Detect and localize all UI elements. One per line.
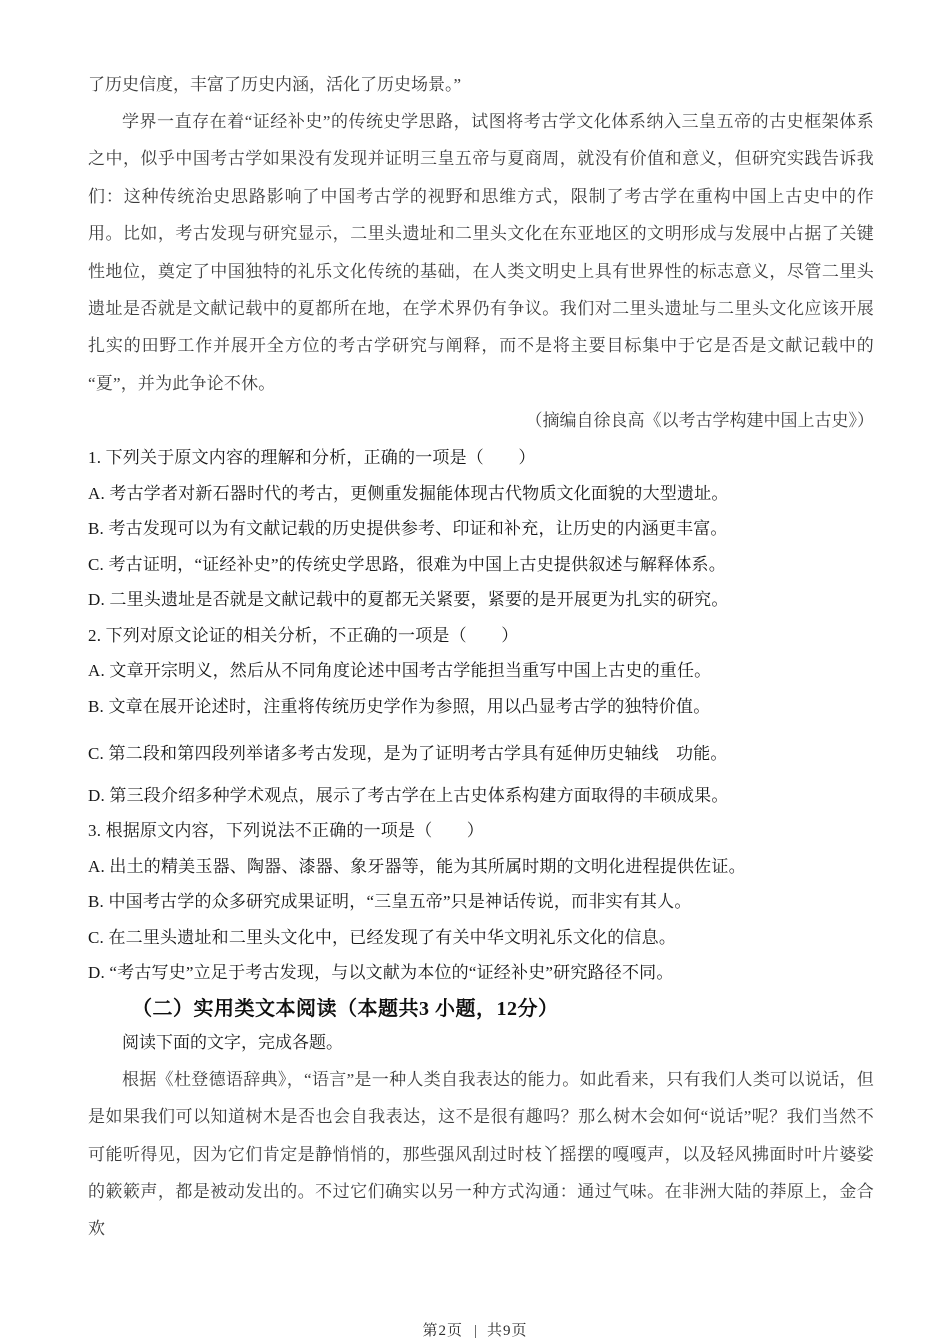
footer-total-pages: 共9页 [487, 1323, 528, 1339]
passage2-paragraph: 根据《杜登德语辞典》，“语言”是一种人类自我表达的能力。如此看来，只有我们人类可以说话，但是如果我们可以知道树木是否也会自我表达，这不是很有趣吗？那么树木会如何“说话”呢？我们当然不可能听得见，因为它们肯定是静悄悄的，那些强风刮过时枝丫摇摆的嘎嘎声，以及轻风拂面时叶片婆娑的簌簌声，都是被动发出的。不过它们确实以另一种方式沟通：通过气味。在非洲大陆的莽原上，金合欢 [88, 1069, 874, 1239]
question-1-option-a: A. 考古学者对新石器时代的考古，更侧重发掘能体现古代物质文化面貌的大型遗址。 [88, 483, 729, 503]
footer-separator: | [473, 1323, 478, 1339]
question-3 [88, 813, 874, 991]
question-1-option-b: B. 考古发现可以为有文献记载的历史提供参考、印证和补充，让历史的内涵更丰富。 [88, 519, 728, 539]
question-3-option-b: B. 中国考古学的众多研究成果证明，“三皇五帝”只是神话传说，而非实有其人。 [88, 892, 692, 912]
question-3-option-a: A. 出土的精美玉器、陶器、漆器、象牙器等，能为其所属时期的文明化进程提供佐证。 [88, 856, 746, 876]
page-footer [0, 1319, 950, 1340]
question-3-stem: 3. 根据原文内容，下列说法不正确的一项是（ ） [88, 821, 484, 841]
section-2-heading: （二）实用类文本阅读（本题共3 小题，12分） [132, 997, 559, 1020]
question-3-option-c: C. 在二里头遗址和二里头文化中，已经发现了有关中华文明礼乐文化的信息。 [88, 927, 677, 947]
question-1-stem: 1. 下列关于原文内容的理解和分析，正确的一项是（ ） [88, 448, 536, 468]
passage1-attribution: （摘编自徐良高《以考古学构建中国上古史》） [525, 411, 874, 431]
question-1-option-c: C. 考古证明，“证经补史”的传统史学思路，很难为中国上古史提供叙述与解释体系。 [88, 554, 726, 574]
page-content [88, 66, 874, 1248]
section-2-reading-prompt: 阅读下面的文字，完成各题。 [122, 1032, 343, 1052]
question-2-stem: 2. 下列对原文论证的相关分析，不正确的一项是（ ） [88, 625, 519, 645]
question-2-option-d: D. 第三段介绍多种学术观点，展示了考古学在上古史体系构建方面取得的丰硕成果。 [88, 785, 729, 805]
passage1-paragraph: 学界一直存在着“证经补史”的传统史学思路，试图将考古学文化体系纳入三皇五帝的古史框架体系之中，似乎中国考古学如果没有发现并证明三皇五帝与夏商周，就没有价值和意义，但研究实践告诉我们：这种传统治史思路影响了中国考古学的视野和思维方式，限制了考古学在重构中国上古史中的作用。比如，考古发现与研究显示，二里头遗址和二里头文化在东亚地区的文明形成与发展中占据了关键性地位，奠定了中国独特的礼乐文化传统的基础，在人类文明史上具有世界性的标志意义，尽管二里头遗址是否就是文献记载中的夏都所在地，在学术界仍有争议。我们对二里头遗址与二里头文化应该开展扎实的田野工作并展开全方位的考古学研究与阐释，而不是将主要目标集中于它是否是文献记载中的“夏”，并为此争论不休。 [88, 112, 874, 393]
question-1 [88, 440, 874, 618]
question-3-option-d: D. “考古写史”立足于考古发现，与以文献为本位的“证经补史”研究路径不同。 [88, 963, 674, 983]
passage1-continuation-line: 了历史信度，丰富了历史内涵，活化了历史场景。” [88, 75, 462, 94]
question-2-option-a: A. 文章开宗明义，然后从不同角度论述中国考古学能担当重写中国上古史的重任。 [88, 661, 712, 681]
question-2-option-c: C. 第二段和第四段列举诸多考古发现，是为了证明考古学具有延伸历史轴线 功能。 [88, 744, 728, 764]
question-2-option-b: B. 文章在展开论述时，注重将传统历史学作为参照，用以凸显考古学的独特价值。 [88, 696, 711, 716]
footer-page-number: 第2页 [422, 1323, 463, 1339]
question-2 [88, 618, 874, 814]
question-1-option-d: D. 二里头遗址是否就是文献记载中的夏都无关紧要，紧要的是开展更为扎实的研究。 [88, 590, 729, 610]
